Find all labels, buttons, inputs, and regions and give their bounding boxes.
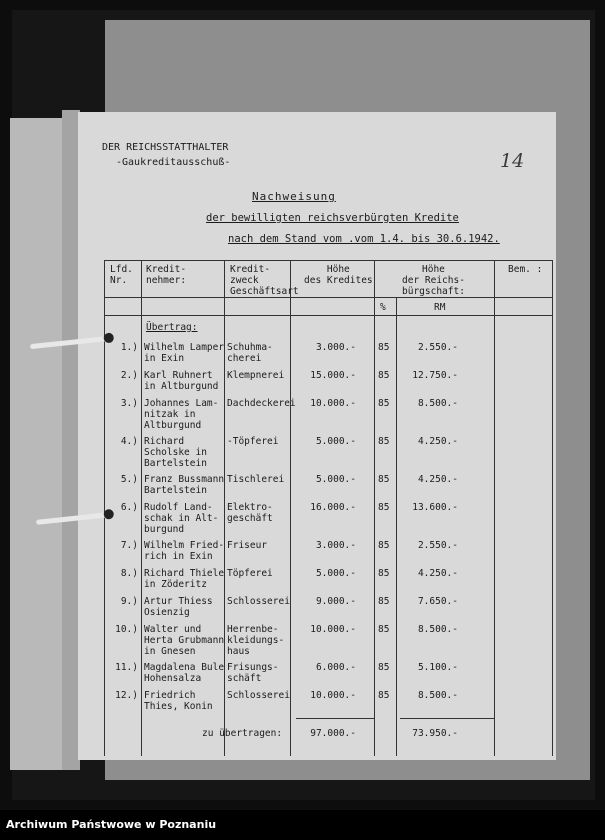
- row-purpose: Elektro- geschäft: [227, 502, 273, 524]
- header-authority: DER REICHSSTATTHALTER: [102, 142, 229, 153]
- header-borrower: Kredit- nehmer:: [146, 264, 187, 286]
- row-amount: 9.000.-: [315, 596, 356, 607]
- row-purpose: Schlosserei: [227, 596, 290, 607]
- row-amount: 5.000.-: [315, 474, 356, 485]
- header-committee: -Gaukreditausschuß-: [116, 157, 231, 168]
- row-guarantee: 7.650.-: [417, 596, 458, 607]
- row-number: 9.): [120, 596, 138, 607]
- row-number: 4.): [120, 436, 138, 447]
- row-guarantee: 4.250.-: [417, 436, 458, 447]
- row-number: 5.): [120, 474, 138, 485]
- row-purpose: -Töpferei: [227, 436, 279, 447]
- document-page: [78, 112, 556, 760]
- row-purpose: Herrenbe- kleidungs- haus: [227, 624, 285, 657]
- row-purpose: Schlosserei: [227, 690, 290, 701]
- row-guarantee: 8.500.-: [417, 624, 458, 635]
- row-borrower: Karl Ruhnert in Altburgund: [144, 370, 219, 392]
- row-percent: 85: [378, 662, 390, 673]
- row-percent: 85: [378, 342, 390, 353]
- row-percent: 85: [378, 690, 390, 701]
- row-number: 12.): [115, 690, 138, 701]
- row-borrower: Wilhelm Lamper in Exin: [144, 342, 225, 364]
- row-percent: 85: [378, 502, 390, 513]
- row-percent: 85: [378, 370, 390, 381]
- row-borrower: Wilhelm Fried- rich in Exin: [144, 540, 225, 562]
- row-percent: 85: [378, 540, 390, 551]
- header-purpose: Kredit- zweck Geschäftsart: [230, 264, 299, 297]
- row-borrower: Richard Thiele in Zöderitz: [144, 568, 225, 590]
- row-borrower: Johannes Lam- nitzak in Altburgund: [144, 398, 219, 431]
- row-borrower: Richard Scholske in Bartelstein: [144, 436, 207, 469]
- row-amount: 5.000.-: [315, 568, 356, 579]
- row-number: 10.): [115, 624, 138, 635]
- total-guarantee: 73.950.-: [412, 728, 458, 739]
- row-amount: 6.000.-: [315, 662, 356, 673]
- row-amount: 15.000.-: [310, 370, 356, 381]
- archive-footer: [0, 810, 605, 840]
- header-guarantee: Höhe der Reichs- bürgschaft:: [402, 264, 465, 297]
- total-amount: 97.000.-: [310, 728, 356, 739]
- row-percent: 85: [378, 624, 390, 635]
- header-amount: Höhe des Kredites: [304, 264, 373, 286]
- row-borrower: Franz Bussmann Bartelstein: [144, 474, 225, 496]
- archive-label: Archiwum Państwowe w Poznaniu: [6, 818, 217, 831]
- document-title: Nachweisung: [252, 190, 336, 203]
- row-number: 11.): [115, 662, 138, 673]
- row-borrower: Artur Thiess Osienzig: [144, 596, 213, 618]
- row-purpose: Frisungs- schäft: [227, 662, 279, 684]
- row-amount: 10.000.-: [310, 690, 356, 701]
- row-percent: 85: [378, 596, 390, 607]
- row-amount: 5.000.-: [315, 436, 356, 447]
- header-remarks: Bem. :: [508, 264, 543, 275]
- row-borrower: Magdalena Bule Hohensalza: [144, 662, 225, 684]
- row-purpose: Schuhma- cherei: [227, 342, 273, 364]
- document-period: nach dem Stand vom .vom 1.4. bis 30.6.1942.: [228, 233, 500, 245]
- row-percent: 85: [378, 568, 390, 579]
- row-guarantee: 8.500.-: [417, 690, 458, 701]
- row-amount: 10.000.-: [310, 398, 356, 409]
- row-borrower: Rudolf Land- schak in Alt- burgund: [144, 502, 219, 535]
- row-purpose: Klempnerei: [227, 370, 285, 381]
- carry-over-label: Übertrag:: [146, 322, 198, 333]
- row-guarantee: 4.250.-: [417, 568, 458, 579]
- page-number: 14: [500, 150, 525, 172]
- row-purpose: Friseur: [227, 540, 268, 551]
- header-currency: RM: [434, 302, 446, 313]
- row-percent: 85: [378, 398, 390, 409]
- row-guarantee: 13.600.-: [412, 502, 458, 513]
- row-amount: 10.000.-: [310, 624, 356, 635]
- row-borrower: Walter und Herta Grubmann in Gnesen: [144, 624, 225, 657]
- row-purpose: Töpferei: [227, 568, 273, 579]
- row-guarantee: 5.100.-: [417, 662, 458, 673]
- row-purpose: Tischlerei: [227, 474, 285, 485]
- row-number: 2.): [120, 370, 138, 381]
- row-guarantee: 8.500.-: [417, 398, 458, 409]
- header-nr: Lfd. Nr.: [110, 264, 133, 286]
- header-percent: %: [380, 302, 386, 313]
- total-label: zu übertragen:: [202, 728, 283, 739]
- row-borrower: Friedrich Thies, Konin: [144, 690, 213, 712]
- document-subtitle: der bewilligten reichsverbürgten Kredite: [206, 212, 459, 224]
- row-purpose: Dachdeckerei: [227, 398, 296, 409]
- row-number: 1.): [120, 342, 138, 353]
- row-number: 6.): [120, 502, 138, 513]
- row-guarantee: 2.550.-: [417, 540, 458, 551]
- row-amount: 3.000.-: [315, 342, 356, 353]
- row-guarantee: 12.750.-: [412, 370, 458, 381]
- row-percent: 85: [378, 474, 390, 485]
- row-amount: 16.000.-: [310, 502, 356, 513]
- row-number: 8.): [120, 568, 138, 579]
- row-percent: 85: [378, 436, 390, 447]
- row-number: 3.): [120, 398, 138, 409]
- row-guarantee: 2.550.-: [417, 342, 458, 353]
- row-guarantee: 4.250.-: [417, 474, 458, 485]
- row-amount: 3.000.-: [315, 540, 356, 551]
- row-number: 7.): [120, 540, 138, 551]
